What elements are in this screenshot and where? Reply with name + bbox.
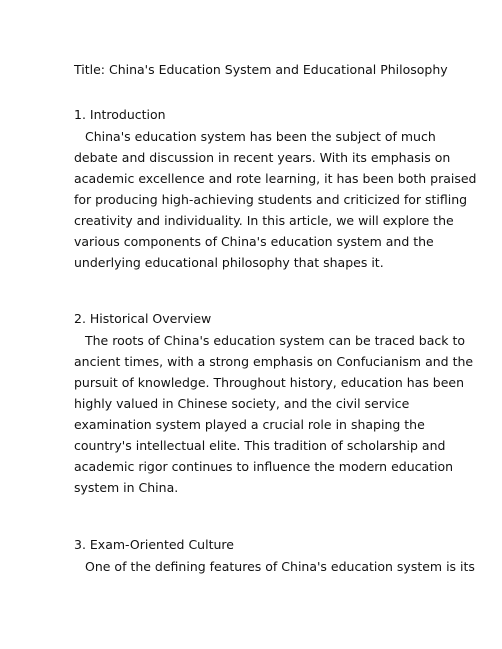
section-body-exam-oriented-culture <box>74 556 475 577</box>
paragraph-line: One of the defining features of China's education system is its <box>85 559 475 574</box>
paragraph-line: academic excellence and rote learning, it has been both praised <box>74 171 477 186</box>
paragraph-line: China's education system has been the subject of much <box>85 129 436 144</box>
paragraph-line: creativity and individuality. In this article, we will explore the <box>74 213 454 228</box>
paragraph-line: underlying educational philosophy that shapes it. <box>74 255 384 270</box>
section-body-historical-overview <box>74 330 474 498</box>
section-body-introduction <box>74 126 477 273</box>
paragraph-line: various components of China's education system and the <box>74 234 434 249</box>
section-heading-historical-overview: 2. Historical Overview <box>74 311 212 326</box>
paragraph-line: examination system played a crucial role in shaping the <box>74 417 425 432</box>
paragraph-line: ancient times, with a strong emphasis on Confucianism and the <box>74 354 474 369</box>
paragraph-line: highly valued in Chinese society, and the civil service <box>74 396 410 411</box>
paragraph-line: for producing high-achieving students and criticized for stifling <box>74 192 468 207</box>
paragraph-line: country's intellectual elite. This tradition of scholarship and <box>74 438 446 453</box>
document-title: Title: China's Education System and Educational Philosophy <box>74 62 448 77</box>
section-heading-introduction: 1. Introduction <box>74 107 166 122</box>
paragraph-line: The roots of China's education system can be traced back to <box>85 333 466 348</box>
paragraph-line: academic rigor continues to influence the modern education <box>74 459 454 474</box>
paragraph-line: pursuit of knowledge. Throughout history, education has been <box>74 375 465 390</box>
section-heading-exam-oriented-culture: 3. Exam-Oriented Culture <box>74 537 234 552</box>
paragraph-line: system in China. <box>74 480 179 495</box>
paragraph-line: debate and discussion in recent years. With its emphasis on <box>74 150 451 165</box>
